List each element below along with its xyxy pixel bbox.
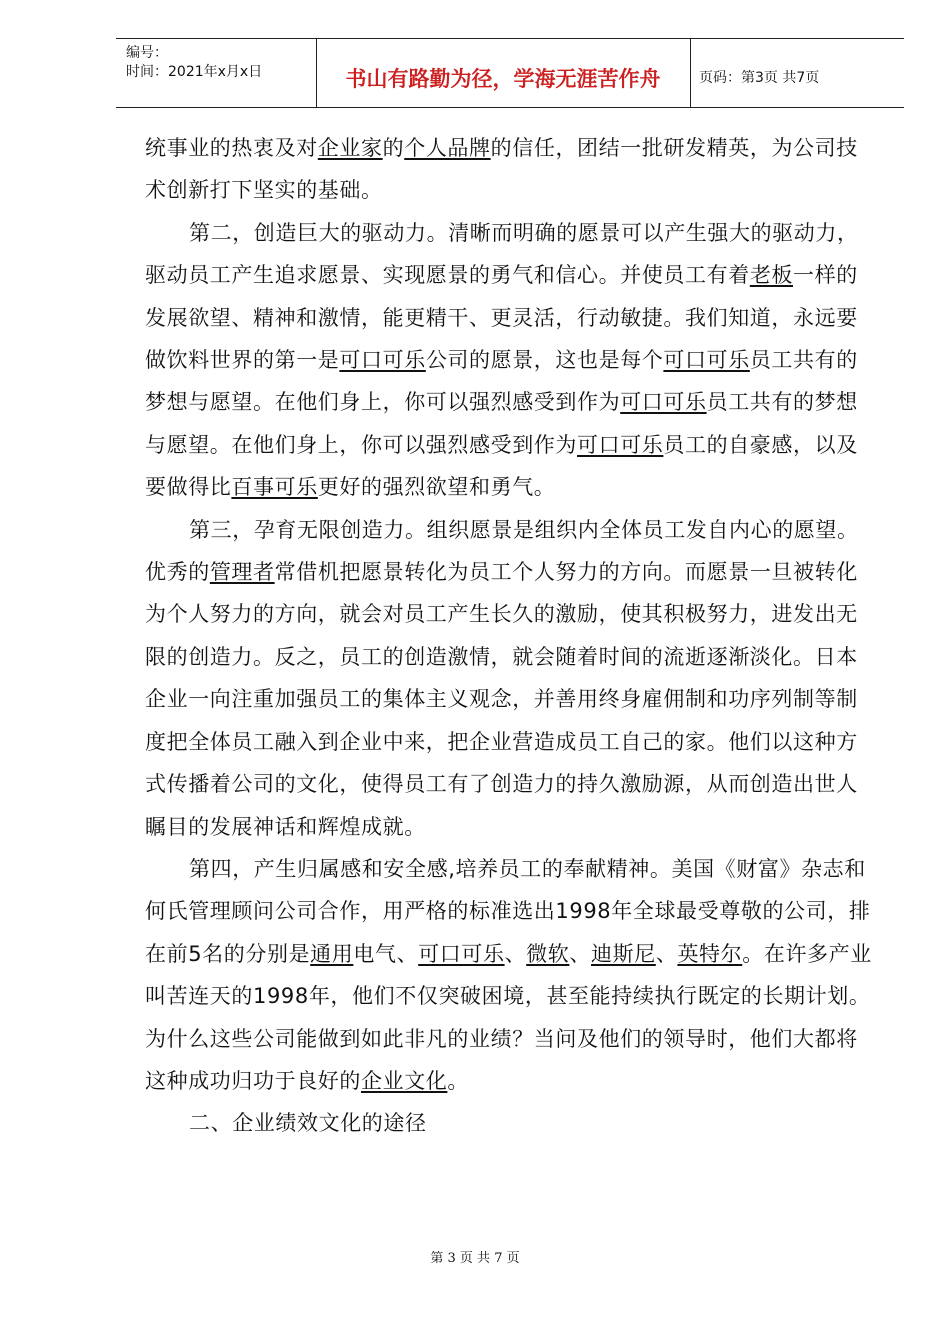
paragraph-creativity [145,509,873,848]
link-intel[interactable]: 英特尔 [677,941,743,966]
link-general[interactable]: 通用 [310,941,354,966]
text-run: 的信任，团结一批研发精英，为公司技术创新打下坚实的基础。 [145,136,858,203]
paragraph-driving-force [145,212,873,509]
page-footer: 第 3 页 共 7 页 [430,1251,520,1266]
text-run: 员工共有的梦想与愿望。在他们身上，你可以强烈感受到作为 [145,348,858,415]
paragraph-belonging [145,848,873,1102]
text-run: 电气、 [353,941,419,966]
link-disney[interactable]: 迪斯尼 [591,941,656,966]
document-time-label: 时间：2021年x月x日 [126,64,263,80]
document-body [145,127,873,1145]
text-run: 、 [655,941,678,966]
text-run: 第二，创造巨大的驱动力。清晰而明确的愿景可以产生强大的驱动力，驱动员工产生追求愿景、实现愿景的勇气和信心。并使员工有着 [145,220,859,288]
link-pepsi[interactable]: 百事可乐 [231,475,318,500]
link-entrepreneur[interactable]: 企业家 [317,136,383,160]
header-motto: 书山有路勤为径，学海无涯苦作舟 [345,67,661,91]
text-run: 员工的自豪感，以及要做得比 [145,432,858,500]
link-corporate-culture[interactable]: 企业文化 [361,1068,448,1093]
document-number-label: 编号： [126,45,168,61]
link-microsoft[interactable]: 微软 [526,941,570,966]
text-run: 公司的愿景，这也是每个 [425,348,664,373]
link-personal-brand[interactable]: 个人品牌 [404,136,491,160]
text-run: 、 [504,941,527,966]
text-run: 第四，产生归属感和安全感,培养员工的奉献精神。美国《财富》杂志和何氏管理顾问公司合作，用严格的标准选出1998年全球最受尊敬的公司，排在前5名的分别是 [145,856,871,966]
text-run: 、 [569,941,592,966]
header-page-label: 页码：第3页 共7页 [699,70,820,86]
link-coca-cola[interactable]: 可口可乐 [663,348,750,373]
link-boss[interactable]: 老板 [749,263,794,288]
link-coca-cola[interactable]: 可口可乐 [577,432,664,457]
text-run: 。在许多产业叫苦连天的1998年，他们不仅突破困境，甚至能持续执行既定的长期计划。为什么这些公司能做到如此非凡的业绩？当问及他们的领导时，他们大都将这种成功归功于良好的 [145,941,872,1093]
text-run: 员工共有的梦想与愿望。在他们身上，你可以强烈感受到作为 [145,390,858,457]
section-heading: 二、企业绩效文化的途径 [189,1111,427,1136]
link-manager[interactable]: 管理者 [209,560,275,585]
text-run: 的 [382,136,405,160]
header-motto-cell [316,39,691,107]
paragraph-continuation [145,127,873,212]
document-header [116,38,904,108]
link-coca-cola[interactable]: 可口可乐 [620,390,707,415]
link-coca-cola[interactable]: 可口可乐 [339,348,426,373]
header-meta-cell [116,39,317,107]
text-run: 更好的强烈欲望和勇气。 [317,475,556,500]
text-run: 统事业的热衷及对 [145,136,318,160]
header-page-cell [691,39,904,107]
text-run: 一样的发展欲望、精神和激情，能更精干、更灵活，行动敏捷。我们知道，永远要做饮料世界的第一是 [145,263,858,373]
text-run: 常借机把愿景转化为员工个人努力的方向。而愿景一旦被转化为个人努力的方向，就会对员工产生长久的激励，使其积极努力，进发出无限的创造力。反之，员工的创造激情，就会随着时间的流逝逐渐淡化。日本企业一向注重加强员工的集体主义观念，并善用终身雇佣制和功序列制等制度把全体员工融入到企业中来，把企业营造成员工自己的家。他们以这种方式传播着公司的文化，使得员工有了创造力的持久激励源，从而创造出世人瞩目的发展神话和辉煌成就。 [145,560,858,839]
text-run: 第三，孕育无限创造力。组织愿景是组织内全体员工发自内心的愿望。优秀的 [145,517,859,585]
link-coca-cola[interactable]: 可口可乐 [418,941,505,966]
text-run: 。 [447,1068,470,1093]
